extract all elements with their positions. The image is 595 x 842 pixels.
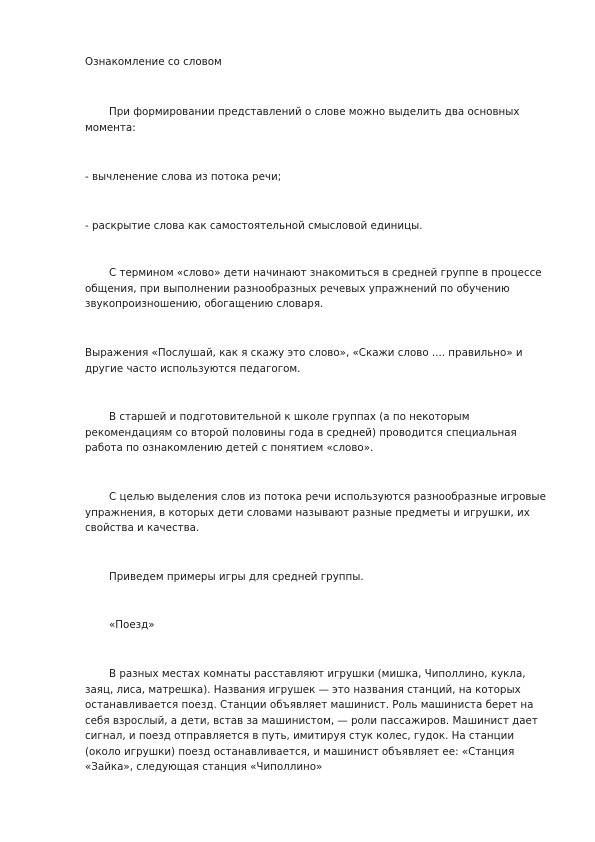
paragraph-3: - раскрытие слова как самостоятельной смысловой единицы. [85,220,423,232]
paragraph-8: Приведем примеры игры для средней группы. [109,571,364,583]
paragraph-7: С целью выделения слов из потока речи используются разнообразные игровые упражнения, в которых дети словами называют разные предметы и игрушки, их свойства и качества. [85,491,546,534]
paragraph-10: В разных местах комнаты расставляют игрушки (мишка, Чиполлино, кукла, заяц, лиса, матрешка). Названия игрушек — это названия станций, на которых останавливается поезд. Станции объявляет машинист. Роль машиниста берет на себя взрослый, а дети, встав за машинистом, — роли пассажиров. Машинист дает сигнал, и поезд отправляется в путь, имитируя стук колес, гудок. На станции (около игрушки) поезд останавливается, и машинист объявляет ее: «Станция «Зайка», следующая станция «Чиполлино» [85,668,538,773]
paragraph-4: С термином «слово» дети начинают знакомиться в средней группе в процессе общения, при выполнении разнообразных речевых упражнений по обучению звукопроизношению, обогащению словаря. [85,267,542,310]
game-title: «Поезд» [109,619,155,631]
paragraph-2: - вычленение слова из потока речи; [85,171,282,183]
paragraph-5: Выражения «Послушай, как я скажу это слово», «Скажи слово .... правильно» и другие часто используются педагогом. [85,347,523,375]
paragraph-1: При формировании представлений о слове можно выделить два основных момента: [85,106,520,134]
paragraph-6: В старшей и подготовительной к школе группах (а по некоторым рекомендациям со второй половины года в средней) проводится специальная работа по ознакомлению детей с понятием «слово». [85,411,517,454]
document-title: Ознакомление со словом [85,56,222,68]
